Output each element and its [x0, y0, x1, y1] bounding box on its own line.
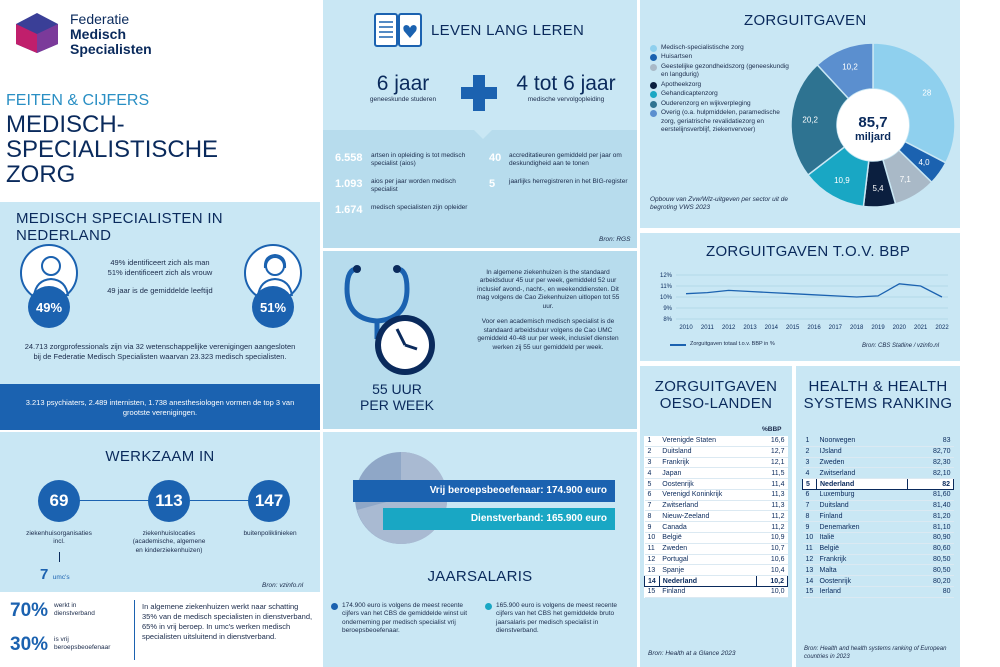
table-cell: 11 — [803, 543, 817, 554]
table-cell: 80,50 — [907, 554, 953, 565]
table-cell: Zweden — [659, 543, 757, 554]
table-row — [645, 565, 788, 576]
table-row — [645, 511, 788, 522]
table-row — [645, 554, 788, 565]
table-cell: Luxemburg — [817, 489, 908, 500]
zorg-note: Opbouw van Zvw/Wlz-uitgeven per sector uit de begroting VWS 2023 — [650, 196, 789, 212]
table-cell: 16,6 — [757, 436, 788, 446]
uren-p2: Voor een academisch medisch specialist is de standaard arbeidsduur volgens de Cao UMC gemiddeld 40-48 uur per week, inclusief diensten werken zij 55 uur gemiddeld per week. — [477, 318, 619, 351]
book-icon — [373, 10, 423, 50]
zorguitgaven-title: ZORGUITGAVEN — [744, 12, 867, 29]
table-cell: 80 — [907, 586, 953, 597]
table-cell: 82,70 — [907, 446, 953, 457]
oeso-panel — [640, 366, 792, 667]
salaris-note2: 165.900 euro is volgens de meest recente cijfers van het CBS het gemiddelde bruto jaarsalaris per medisch specialist in dienstverband. — [496, 602, 618, 635]
legend-label: Gehandicaptenzorg — [661, 90, 718, 98]
bbp-source: Bron: CBS Statline / vzinfo.nl — [862, 343, 940, 349]
table-cell: 83 — [907, 436, 953, 446]
logo-panel — [0, 0, 320, 200]
table-cell: 10,6 — [757, 554, 788, 565]
table-cell: 4 — [645, 468, 660, 479]
table-cell: 13 — [645, 565, 660, 576]
bbp-panel — [640, 233, 960, 361]
table-cell: 80,50 — [907, 565, 953, 576]
table-cell: 6 — [803, 489, 817, 500]
donut-label: 10,9 — [834, 175, 850, 185]
table-row — [645, 489, 788, 500]
logo-line2: Medisch — [70, 26, 127, 42]
y-tick-label: 8% — [663, 317, 672, 323]
table-cell: Nederland — [817, 479, 908, 490]
zorguitgaven-panel — [640, 0, 960, 228]
table-cell: 1 — [645, 436, 660, 446]
table-cell: 80,60 — [907, 543, 953, 554]
table-cell: 5 — [645, 479, 660, 490]
x-tick-label: 2015 — [785, 325, 800, 331]
donut-label: 7,1 — [899, 175, 911, 185]
table-row — [803, 489, 954, 500]
table-cell: Oostenrijk — [817, 576, 908, 587]
table-row — [803, 565, 954, 576]
table-row — [645, 586, 788, 597]
table-cell: Verenigde Staten — [659, 436, 757, 446]
x-tick-label: 2013 — [743, 325, 757, 331]
table-row — [803, 457, 954, 468]
male-pct-badge: 49% — [28, 286, 70, 328]
table-row — [803, 554, 954, 565]
oeso-table — [644, 436, 788, 598]
x-tick-label: 2021 — [913, 325, 928, 331]
table-cell: 81,10 — [907, 522, 953, 533]
leren-stats-panel — [323, 130, 637, 248]
legend-item — [650, 109, 790, 134]
umc-count: 7 — [40, 566, 49, 583]
page-title-l1: MEDISCH- — [6, 111, 125, 138]
leren-source: Bron: RGS — [599, 236, 631, 243]
label-poli: buitenpoliklinieken — [243, 530, 297, 537]
bbp-title: ZORGUITGAVEN T.O.V. BBP — [706, 243, 911, 260]
dienst-bar: Dienstverband: 165.900 euro — [383, 508, 615, 530]
x-tick-label: 2022 — [935, 325, 949, 331]
donut-label: 10,2 — [842, 62, 858, 72]
table-cell: 12,7 — [757, 446, 788, 457]
y-tick-label: 9% — [663, 306, 672, 312]
table-cell: 12 — [803, 554, 817, 565]
legend-swatch — [650, 82, 657, 89]
table-cell: 80,20 — [907, 576, 953, 587]
table-cell: Zweden — [817, 457, 908, 468]
table-cell: 7 — [645, 500, 660, 511]
legend-swatch — [650, 91, 657, 98]
legend-swatch — [650, 64, 657, 71]
count-ziekenhuislocaties: 113 — [148, 480, 190, 522]
table-row — [645, 457, 788, 468]
table-cell: Denemarken — [817, 522, 908, 533]
table-cell: 15 — [645, 586, 660, 597]
legend-item — [650, 63, 790, 80]
legend-label: Apotheekzorg — [661, 80, 702, 88]
table-cell: 11,4 — [757, 479, 788, 490]
label-loc2: (academische, algemene — [132, 538, 206, 546]
uren-panel — [323, 251, 637, 429]
donut-label: 28 — [922, 88, 932, 98]
table-row — [803, 468, 954, 479]
pct-70: 70% — [10, 600, 49, 621]
table-cell: Spanje — [659, 565, 757, 576]
label-org: ziekenhuisorganisaties — [26, 530, 92, 537]
study-years: 6 jaar — [376, 72, 430, 95]
werkzaam-title: WERKZAAM IN — [105, 448, 215, 465]
x-tick-label: 2010 — [679, 325, 693, 331]
employment-panel — [0, 592, 320, 667]
table-cell: 4 — [803, 468, 817, 479]
table-cell: 82,30 — [907, 457, 953, 468]
legend-label: Huisartsen — [661, 53, 693, 61]
table-row — [645, 543, 788, 554]
x-tick-label: 2014 — [764, 325, 779, 331]
table-cell: 11,3 — [757, 489, 788, 500]
label-incl: incl. — [53, 538, 65, 546]
specialists-title: MEDISCH SPECIALISTEN IN NEDERLAND — [16, 210, 223, 244]
leren-title: LEVEN LANG LEREN — [431, 22, 585, 39]
table-row — [803, 500, 954, 511]
table-cell: 7 — [803, 500, 817, 511]
stat-opleider-label: medisch specialisten zijn opleider — [371, 203, 468, 211]
table-cell: 10 — [645, 533, 660, 544]
plus-icon — [461, 75, 497, 111]
table-cell: Verenigd Koninkrijk — [659, 489, 757, 500]
page-title-l2: SPECIALISTISCHE — [6, 136, 219, 163]
female-line: 51% identificeert zich als vrouw — [107, 268, 213, 278]
table-cell: 11,2 — [757, 522, 788, 533]
table-cell: België — [817, 543, 908, 554]
table-cell: 11 — [645, 543, 660, 554]
x-tick-label: 2016 — [807, 325, 821, 331]
table-cell: 13 — [803, 565, 817, 576]
zorg-legend — [650, 44, 790, 135]
top3-banner — [0, 384, 320, 430]
legend-label: Overig (o.a. hulpmiddelen, paramedische zorg, geriatrische revalidatiezorg en eerstelijnsverblijf, ziekenvervoer) — [661, 109, 780, 133]
vrij-bar: Vrij beroepsbeoefenaar: 174.900 euro — [353, 480, 615, 502]
legend-item — [650, 53, 790, 61]
donut-label: 5,4 — [872, 183, 884, 193]
label-loc3: en kinderziekenhuizen) — [135, 546, 203, 554]
vervolg-label: medische vervolgopleiding — [527, 96, 605, 103]
oeso-title1: ZORGUITGAVEN — [654, 378, 778, 395]
legend-swatch — [650, 45, 657, 52]
legend-label: Medisch-specialistische zorg — [661, 44, 744, 51]
salaris-title: JAARSALARIS — [427, 568, 533, 585]
table-cell: 2 — [645, 446, 660, 457]
table-row — [645, 522, 788, 533]
x-tick-label: 2011 — [700, 325, 714, 331]
stat-aios-label: artsen in opleiding is tot medisch specialist (aios) — [371, 152, 466, 168]
leren-panel — [323, 0, 637, 130]
pct-30-l2: beroepsbeoefenaar — [54, 644, 111, 652]
legend-swatch — [650, 110, 657, 117]
table-cell: Canada — [659, 522, 757, 533]
hhs-title2: SYSTEMS RANKING — [803, 395, 953, 412]
bbp-legend: Zorguitgaven totaal t.o.v. BBP in % — [690, 341, 775, 347]
table-row — [803, 446, 954, 457]
table-row — [803, 522, 954, 533]
table-row — [645, 533, 788, 544]
table-cell: Frankrijk — [817, 554, 908, 565]
table-cell: Noorwegen — [817, 436, 908, 446]
table-cell: Duitsland — [659, 446, 757, 457]
table-cell: 3 — [803, 457, 817, 468]
stat-aios: 6.558 — [335, 152, 363, 164]
zorg-total-unit: miljard — [854, 131, 892, 143]
table-cell: 1 — [803, 436, 817, 446]
x-tick-label: 2020 — [892, 325, 907, 331]
x-tick-label: 2012 — [721, 325, 736, 331]
page-title-l3: ZORG — [6, 161, 76, 188]
salaris-panel — [323, 432, 637, 667]
uren-p1: In algemene ziekenhuizen is the standaard arbeidsduur 45 uur per week, gemiddeld 52 uur inclusief avond-, nacht-, en weekenddiensten. Dit mag volgens de Cao Ziekenhuizen uitlopen tot 55 uur. — [476, 269, 620, 310]
uren-title1: 55 UUR — [372, 381, 422, 397]
hhs-title1: HEALTH & HEALTH — [808, 378, 948, 395]
table-cell: 11,3 — [757, 500, 788, 511]
legend-item — [650, 81, 790, 89]
oeso-head: %BBP — [762, 426, 782, 433]
logo-line1: Federatie — [70, 11, 130, 27]
stethoscope-clock-icon — [337, 259, 447, 389]
table-cell: 11,5 — [757, 468, 788, 479]
table-cell: 10 — [803, 533, 817, 544]
table-cell: 80,90 — [907, 533, 953, 544]
table-cell: 10,4 — [757, 565, 788, 576]
table-cell: 81,20 — [907, 511, 953, 522]
table-row — [645, 479, 788, 490]
employment-note: In algemene ziekenhuizen werkt naar schatting 35% van de medisch specialisten in dienstverband, 65% in vrij beroep. In umc's werken medisch specialisten uitsluitend in dienstverband. — [142, 602, 313, 642]
pct-70-l1: werkt in — [54, 602, 77, 609]
y-tick-label: 12% — [659, 273, 672, 279]
age-line: 49 jaar is de gemiddelde leeftijd — [107, 286, 213, 296]
table-row — [645, 468, 788, 479]
table-cell: 10,7 — [757, 543, 788, 554]
stat-accr: 40 — [489, 152, 502, 164]
werk-source: Bron: vzinfo.nl — [262, 582, 304, 589]
table-cell: 9 — [645, 522, 660, 533]
table-cell: 5 — [803, 479, 817, 490]
table-cell: 2 — [803, 446, 817, 457]
table-cell: 11,2 — [757, 511, 788, 522]
label-loc: ziekenhuislocaties — [142, 530, 196, 537]
hhs-source: Bron: Health and health systems ranking of European countries in 2023 — [804, 646, 947, 660]
donut-label: 4,0 — [918, 157, 930, 167]
table-cell: Nederland — [659, 576, 757, 587]
table-cell: Nieuw-Zeeland — [659, 511, 757, 522]
oeso-source: Bron: Health at a Glance 2023 — [648, 650, 736, 657]
legend-item — [650, 90, 790, 98]
count-buitenpoliklinieken: 147 — [248, 480, 290, 522]
table-cell: 81,60 — [907, 489, 953, 500]
table-cell: Oostenrijk — [659, 479, 757, 490]
oeso-title2: OESO-LANDEN — [659, 395, 773, 412]
pct-30-l1: is vrij — [54, 636, 69, 643]
salaris-note1: 174.900 euro is volgens de meest recente cijfers van het CBS de gemiddelde winst uit onderneming per medisch specialist vrij beroepsbeoefenaar. — [342, 602, 468, 635]
legend-item — [650, 100, 790, 108]
members-text: 24.713 zorgprofessionals zijn via 32 wetenschappelijke verenigingen aangesloten bij de Federatie Medisch Specialisten waarvan 23.323 medisch specialisten. — [24, 342, 296, 362]
table-cell: 6 — [645, 489, 660, 500]
table-cell: 81,40 — [907, 500, 953, 511]
table-row — [803, 479, 954, 490]
table-cell: 10,2 — [757, 576, 788, 587]
count-ziekenhuisorganisaties: 69 — [38, 480, 80, 522]
legend-swatch — [650, 54, 657, 61]
table-row — [645, 436, 788, 446]
table-cell: 14 — [645, 576, 660, 587]
table-row — [803, 511, 954, 522]
stat-big-label: jaarlijks herregistreren in het BIG-register — [509, 177, 628, 185]
table-cell: België — [659, 533, 757, 544]
table-cell: Duitsland — [817, 500, 908, 511]
table-cell: 82 — [907, 479, 953, 490]
table-cell: 82,10 — [907, 468, 953, 479]
x-tick-label: 2018 — [849, 325, 864, 331]
table-row — [803, 533, 954, 544]
stat-opleider: 1.674 — [335, 203, 363, 216]
table-cell: 10,0 — [757, 586, 788, 597]
stat-aios-yr: 1.093 — [335, 177, 363, 190]
stat-big: 5 — [489, 177, 496, 190]
hhs-table — [802, 436, 954, 598]
table-cell: Malta — [817, 565, 908, 576]
stat-accr-label: accreditatieuren gemiddeld per jaar om deskundigheid aan te tonen — [509, 152, 622, 168]
x-tick-label: 2017 — [828, 325, 843, 331]
table-cell: 15 — [803, 586, 817, 597]
stat-aios-yr-label: aios per jaar worden medisch specialist — [371, 177, 456, 194]
table-cell: Finland — [817, 511, 908, 522]
logo-icon — [14, 12, 60, 54]
male-line: 49% identificeert zich als man — [110, 258, 210, 267]
pct-30: 30% — [10, 634, 49, 655]
y-tick-label: 11% — [660, 284, 672, 290]
zorg-total: 85,7 — [858, 114, 888, 131]
table-cell: 14 — [803, 576, 817, 587]
kicker: FEITEN & CIJFERS — [6, 92, 150, 109]
table-row — [645, 446, 788, 457]
uren-title2: PER WEEK — [360, 397, 434, 413]
female-pct-badge: 51% — [252, 286, 294, 328]
table-cell: 12 — [645, 554, 660, 565]
table-cell: Zwitserland — [659, 500, 757, 511]
vervolg-years: 4 tot 6 jaar — [516, 72, 616, 95]
umc-label: umc's — [52, 574, 70, 581]
table-row — [803, 436, 954, 446]
table-cell: 3 — [645, 457, 660, 468]
x-tick-label: 2019 — [871, 325, 885, 331]
table-row — [803, 543, 954, 554]
legend-swatch — [650, 101, 657, 108]
legend-item — [650, 44, 790, 52]
table-cell: Zwitserland — [817, 468, 908, 479]
table-cell: Japan — [659, 468, 757, 479]
donut-label: 20,2 — [802, 115, 819, 125]
table-cell: Finland — [659, 586, 757, 597]
table-cell: 9 — [803, 522, 817, 533]
table-cell: Portugal — [659, 554, 757, 565]
bbp-line-chart — [650, 269, 956, 337]
top3-text: 3.213 psychiaters, 2.489 internisten, 1.738 anesthesiologen vormen de top 3 van grootste verenigingen. — [25, 398, 295, 418]
hhs-panel — [796, 366, 960, 667]
study-label: geneeskunde studeren — [369, 96, 437, 103]
table-cell: Italië — [817, 533, 908, 544]
table-row — [803, 586, 954, 597]
table-cell: IJsland — [817, 446, 908, 457]
table-cell: Frankrijk — [659, 457, 757, 468]
pct-70-l2: dienstverband — [54, 610, 95, 618]
table-row — [803, 576, 954, 587]
table-cell: 8 — [803, 511, 817, 522]
legend-label: Ouderenzorg en wijkverpleging — [661, 99, 751, 107]
table-row — [645, 576, 788, 587]
legend-label: Geestelijke gezondheidszorg (geneeskundig en langdurig) — [661, 62, 789, 79]
table-cell: 12,1 — [757, 457, 788, 468]
table-cell: Ierland — [817, 586, 908, 597]
y-tick-label: 10% — [659, 295, 672, 301]
table-cell: 10,9 — [757, 533, 788, 544]
table-cell: 8 — [645, 511, 660, 522]
table-row — [645, 500, 788, 511]
logo-line3: Specialisten — [70, 41, 152, 57]
